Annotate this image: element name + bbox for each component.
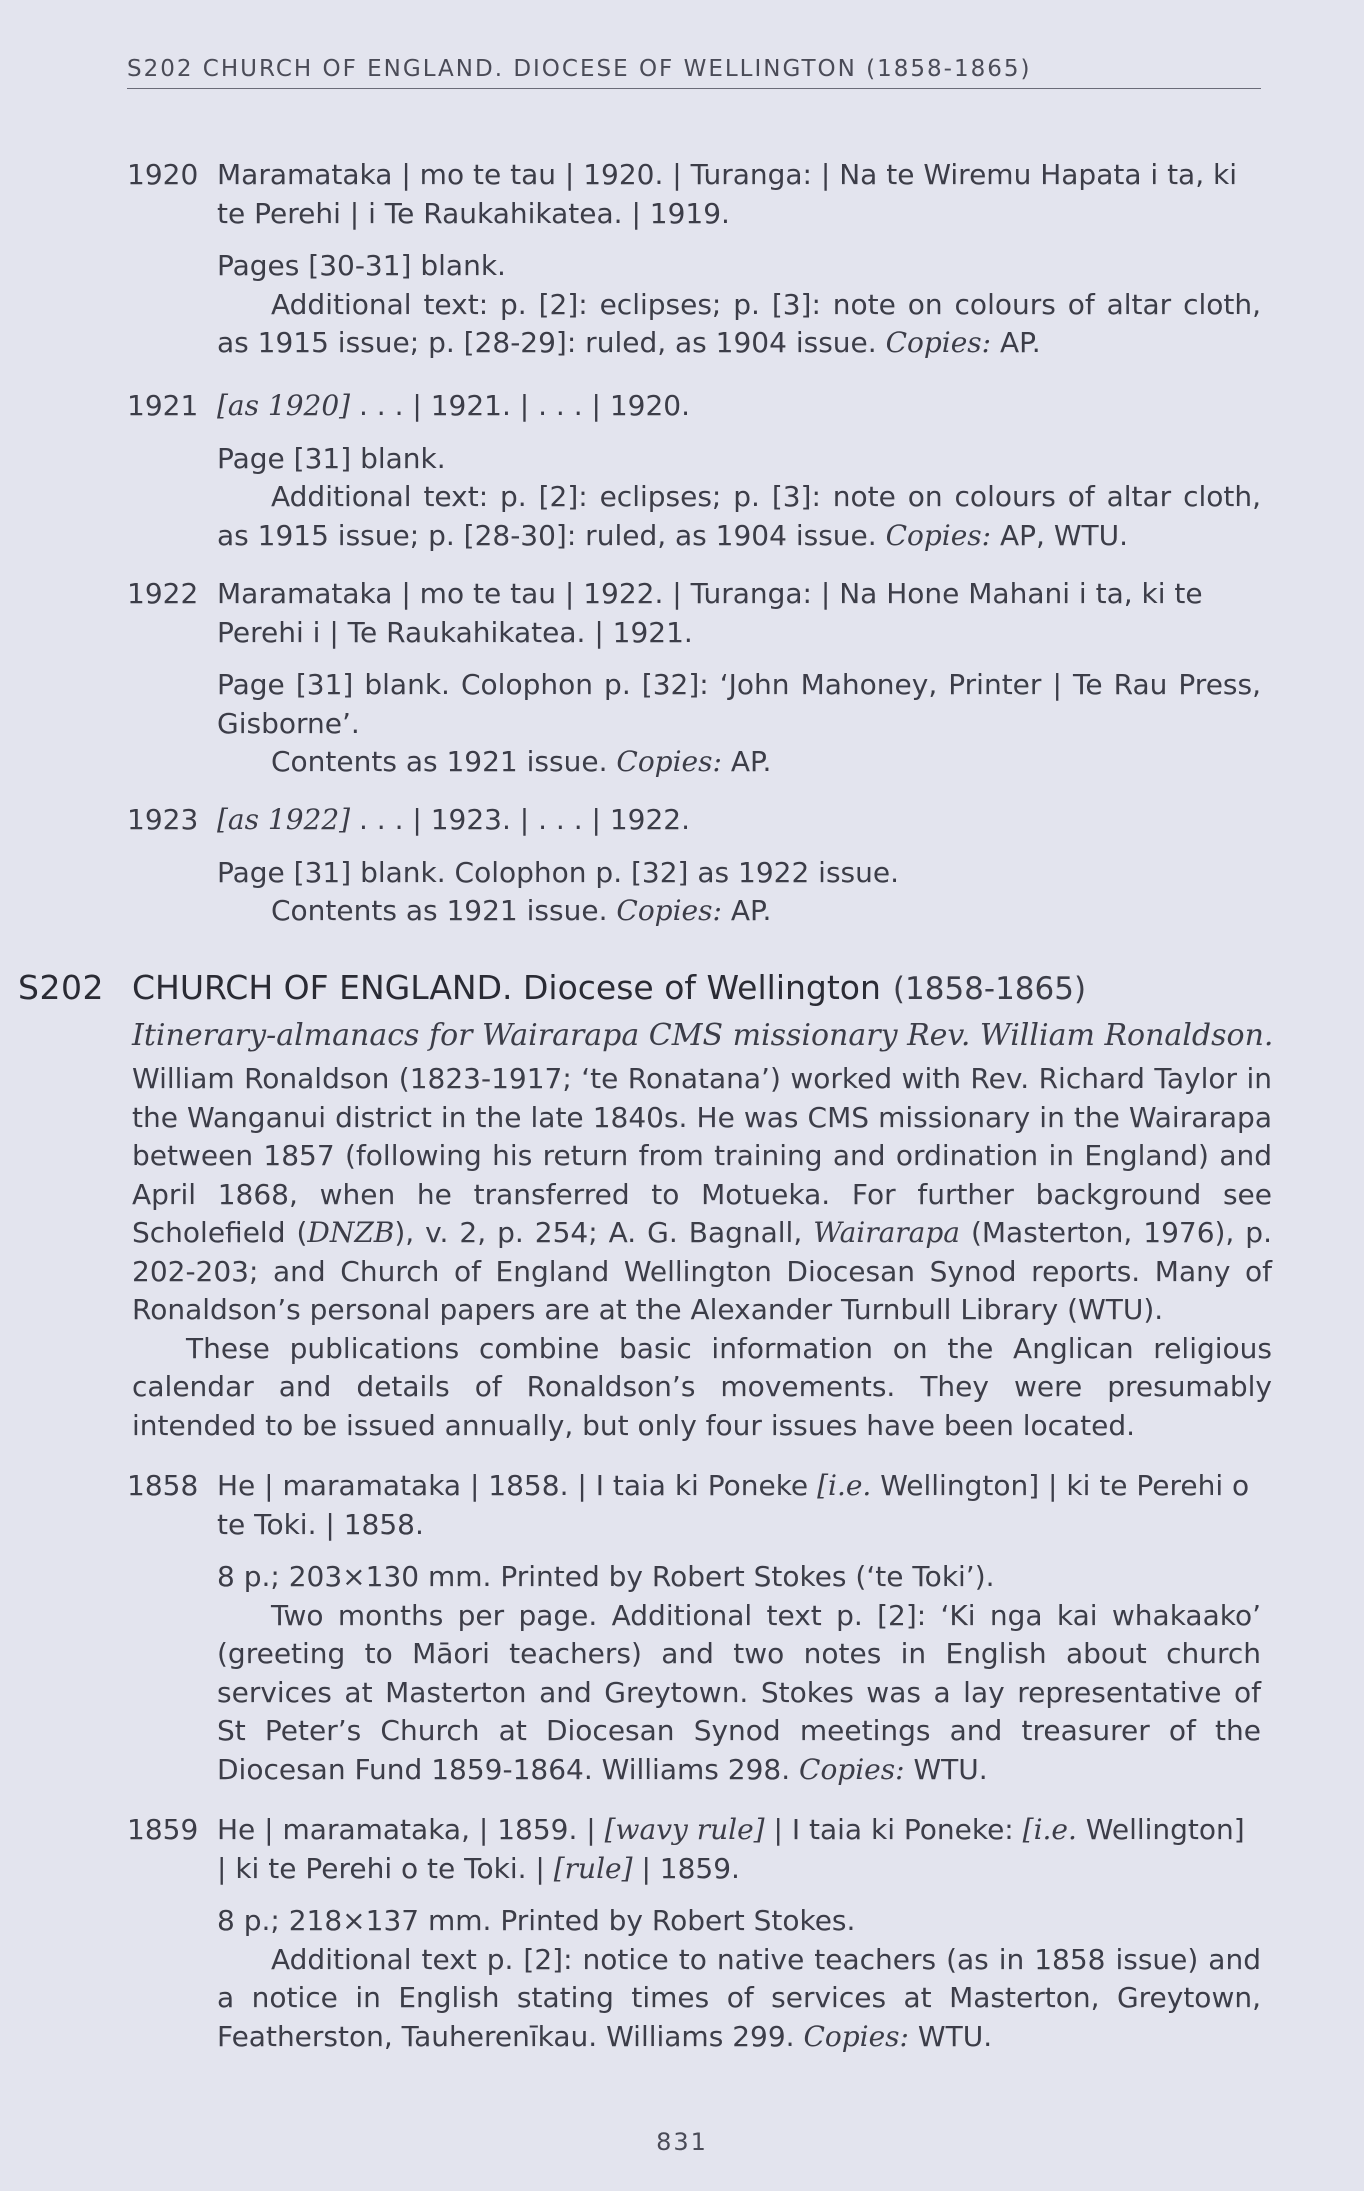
entry-notes: [217, 743, 1261, 782]
entry-physical: Page [31] blank.: [217, 441, 446, 475]
section-heading: [132, 968, 1086, 1007]
entry-year: 1921: [127, 389, 199, 422]
entry-title-italic: [i.e.: [817, 1469, 872, 1502]
entry-notes-text: Contents as 1921 issue.: [271, 745, 608, 778]
copies-label: Copies:: [799, 1752, 905, 1786]
copies-value: AP.: [1000, 326, 1041, 359]
entry-physical: Pages [30-31] blank.: [217, 249, 506, 282]
entry-title-rest: . . . | 1923. | . . . | 1922.: [350, 803, 691, 836]
entry-title-text: He | maramataka, | 1859. |: [217, 1813, 605, 1846]
copies-label: Copies:: [616, 745, 722, 778]
entry-notes: [217, 478, 1261, 555]
entry-title-rest: . . . | 1921. | . . . | 1920.: [350, 389, 691, 422]
copies-value: WTU.: [913, 1752, 988, 1786]
copies-label: Copies:: [616, 894, 722, 927]
entry-physical: 8 p.; 218×137 mm. Printed by Robert Stokes.: [217, 1904, 856, 1937]
copies-label: Copies:: [803, 2019, 909, 2053]
intro-paragraph: [132, 1060, 1272, 1330]
section-subtitle: Itinerary-almanacs for Wairarapa CMS missionary Rev. William Ronaldson.: [132, 1018, 1274, 1053]
running-head: S202 CHURCH OF ENGLAND. DIOCESE OF WELLINGTON (1858-1865): [127, 56, 1032, 82]
intro-text: ), v. 2, p. 254; A. G. Bagnall,: [394, 1216, 814, 1249]
entry-title-text: He | maramataka | 1858. | I taia ki Poneke: [217, 1469, 818, 1502]
entry-year: 1858: [127, 1469, 199, 1502]
entry-year: 1922: [127, 577, 199, 610]
entry-notes-text: Contents as 1921 issue.: [271, 894, 608, 927]
entry-title-text: Wellington] | ki te Perehi o te Toki. | 1858.: [217, 1469, 1250, 1541]
entry-title-line: Perehi i | Te Raukahikatea. | 1921.: [217, 615, 693, 649]
section-heading-text: CHURCH OF ENGLAND. Diocese of Wellington: [132, 968, 881, 1007]
intro-text: William Ronaldson (1823-1917; ‘te Ronatana’) worked with Rev. Richard Taylor in the Wanganui district in the late 1840s. He was CMS missionary in the Wairarapa between 1857 (following his return from training and ordination in England) and April 1868, when he transferred to Motueka. For further background see Scholefield (: [132, 1062, 1272, 1249]
entry-physical: Page [31] blank. Colophon p. [32]: ‘John Mahoney, Printer | Te Rau Press, Gisborne’.: [217, 668, 1261, 740]
entry-year: 1923: [127, 803, 199, 836]
entry-title-line: te Perehi | i Te Raukahikatea. | 1919.: [217, 196, 730, 230]
entry-notes-text: Two months per page. Additional text p. [2]: ‘Ki nga kai whakaako’ (greeting to Māori teachers) and two notes in English about church services at Masterton and Greytown. Stokes was a lay representative of St Peter’s Church at Diocesan Synod meetings and treasurer of the Diocesan Fund 1859-1864. Williams 298.: [217, 1598, 1261, 1786]
section-dates: (1858-1865): [892, 971, 1087, 1007]
entry-title-italic: [as 1922]: [217, 803, 351, 836]
entry-year: 1920: [127, 158, 199, 191]
copies-label: Copies:: [885, 326, 992, 359]
entry-title: [217, 575, 1261, 652]
intro-text: (Masterton, 1976), p. 202-203; and Church of England Wellington Diocesan Synod reports. Many of Ronaldson’s personal papers are at the Alexander Turnbull Library (WTU).: [132, 1216, 1272, 1326]
entry-notes-text: Additional text: p. [2]: eclipses; p. [3]: note on colours of altar cloth, as 1915 issue; p. [28-30]: ruled, as 1904 issue.: [217, 480, 1261, 552]
entry-notes-text: Additional text: p. [2]: eclipses; p. [3]: note on colours of altar cloth, as 1915 issue; p. [28-29]: ruled, as 1904 issue.: [217, 287, 1261, 359]
entry-notes: [217, 286, 1261, 363]
entry-notes: [217, 1941, 1261, 2057]
copies-value: AP.: [730, 894, 772, 927]
entry-notes: [217, 1597, 1261, 1790]
copies-value: WTU.: [917, 2019, 993, 2053]
entry-title-italic: [rule]: [553, 1851, 633, 1885]
entry-title-line: Maramataka | mo te tau | 1920. | Turanga: | Na te Wiremu Hapata i ta, ki: [217, 158, 1238, 191]
copies-value: AP.: [730, 745, 772, 778]
copies-value: AP, WTU.: [1000, 518, 1129, 552]
entry-physical: Page [31] blank. Colophon p. [32] as 1922 issue.: [217, 855, 900, 889]
entry-title-line: Maramataka | mo te tau | 1922. | Turanga: | Na Hone Mahani i ta, ki te: [217, 577, 1203, 610]
intro-paragraph: These publications combine basic information on the Anglican religious calendar and details of Ronaldson’s movements. They were presumably intended to be issued annually, but only four issues have been located.: [132, 1331, 1272, 1442]
entry-title: [217, 1811, 1261, 1888]
copies-label: Copies:: [885, 518, 992, 552]
entry-title: [217, 1467, 1261, 1544]
running-head-rule: [127, 88, 1261, 89]
entry-notes: [217, 892, 1261, 931]
page-number: 831: [656, 2128, 708, 2156]
entry-title-text: | 1859.: [632, 1851, 740, 1885]
entry-notes-text: Additional text p. [2]: notice to native teachers (as in 1858 issue) and a notice in English stating times of services at Masterton, Greytown, Featherston, Tauherenīkau. Williams 299.: [217, 1942, 1261, 2053]
section-intro: [132, 1060, 1272, 1445]
entry-title: [127, 156, 1261, 233]
entry-title-italic: [wavy rule]: [604, 1813, 765, 1846]
intro-italic-dnzb: DNZB: [307, 1216, 395, 1249]
entry-title-italic: [as 1920]: [217, 389, 351, 422]
entry-title-italic: [i.e.: [1022, 1813, 1077, 1846]
entry-title: [217, 801, 1261, 840]
entry-title-text: | I taia ki Poneke:: [764, 1813, 1023, 1846]
entry-physical: 8 p.; 203×130 mm. Printed by Robert Stokes (‘te Toki’).: [217, 1560, 995, 1593]
section-code: S202: [18, 968, 104, 1007]
entry-title: [217, 387, 1261, 426]
entry-title-text: Wellington] | ki te Perehi o te Toki. |: [217, 1813, 1245, 1885]
intro-italic-wairarapa: Wairarapa: [813, 1216, 960, 1249]
entry-year: 1859: [127, 1813, 199, 1846]
